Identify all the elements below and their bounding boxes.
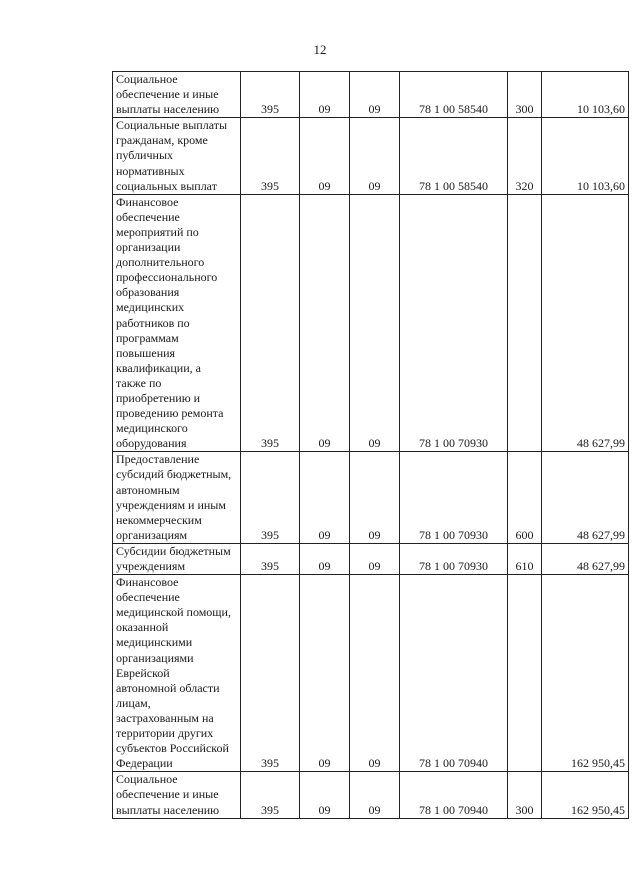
ved-cell: 395 xyxy=(241,194,300,452)
expense-type-cell: 600 xyxy=(508,452,542,544)
row-name-cell: Финансовое обеспечение медицинской помощи, оказанной медицинскими организациями Еврейской автономной области лицам, застрахованным на территории других субъектов Российской Федерации xyxy=(113,575,241,772)
subsection-cell: 09 xyxy=(350,543,400,574)
amount-cell: 48 627,99 xyxy=(542,543,629,574)
expense-type-cell xyxy=(508,575,542,772)
subsection-cell: 09 xyxy=(350,575,400,772)
target-article-cell: 78 1 00 70940 xyxy=(400,772,508,818)
amount-cell: 10 103,60 xyxy=(542,72,629,118)
subsection-cell: 09 xyxy=(350,772,400,818)
table-row xyxy=(113,72,629,118)
table-row xyxy=(113,575,629,772)
row-name-cell: Предоставление субсидий бюджетным, автономным учреждениям и иным некоммерческим организациям xyxy=(113,452,241,544)
table-row xyxy=(113,772,629,818)
target-article-cell: 78 1 00 70940 xyxy=(400,575,508,772)
amount-cell: 162 950,45 xyxy=(542,575,629,772)
target-article-cell: 78 1 00 70930 xyxy=(400,452,508,544)
row-name-cell: Социальные выплаты гражданам, кроме публичных нормативных социальных выплат xyxy=(113,118,241,194)
expense-type-cell: 300 xyxy=(508,72,542,118)
target-article-cell: 78 1 00 58540 xyxy=(400,118,508,194)
amount-cell: 48 627,99 xyxy=(542,194,629,452)
ved-cell: 395 xyxy=(241,575,300,772)
section-cell: 09 xyxy=(300,72,350,118)
section-cell: 09 xyxy=(300,772,350,818)
amount-cell: 48 627,99 xyxy=(542,452,629,544)
section-cell: 09 xyxy=(300,543,350,574)
ved-cell: 395 xyxy=(241,452,300,544)
target-article-cell: 78 1 00 58540 xyxy=(400,72,508,118)
row-name-cell: Финансовое обеспечение мероприятий по организации дополнительного профессионального образования медицинских работников по программам повышения квалификации, а также по приобретению и проведению ремонта медицинского оборудования xyxy=(113,194,241,452)
page-number: 12 xyxy=(313,42,327,57)
table-row xyxy=(113,452,629,544)
ved-cell: 395 xyxy=(241,118,300,194)
expense-type-cell: 320 xyxy=(508,118,542,194)
subsection-cell: 09 xyxy=(350,194,400,452)
expense-type-cell: 610 xyxy=(508,543,542,574)
subsection-cell: 09 xyxy=(350,452,400,544)
expense-type-cell xyxy=(508,194,542,452)
table-row xyxy=(113,194,629,452)
section-cell: 09 xyxy=(300,194,350,452)
target-article-cell: 78 1 00 70930 xyxy=(400,194,508,452)
ved-cell: 395 xyxy=(241,72,300,118)
amount-cell: 10 103,60 xyxy=(542,118,629,194)
row-name-cell: Социальное обеспечение и иные выплаты населению xyxy=(113,772,241,818)
amount-cell: 162 950,45 xyxy=(542,772,629,818)
expense-type-cell: 300 xyxy=(508,772,542,818)
section-cell: 09 xyxy=(300,575,350,772)
row-name-cell: Социальное обеспечение и иные выплаты населению xyxy=(113,72,241,118)
table-row xyxy=(113,543,629,574)
subsection-cell: 09 xyxy=(350,118,400,194)
subsection-cell: 09 xyxy=(350,72,400,118)
section-cell: 09 xyxy=(300,118,350,194)
table-row xyxy=(113,118,629,194)
target-article-cell: 78 1 00 70930 xyxy=(400,543,508,574)
budget-table xyxy=(112,71,629,819)
ved-cell: 395 xyxy=(241,772,300,818)
ved-cell: 395 xyxy=(241,543,300,574)
row-name-cell: Субсидии бюджетным учреждениям xyxy=(113,543,241,574)
section-cell: 09 xyxy=(300,452,350,544)
